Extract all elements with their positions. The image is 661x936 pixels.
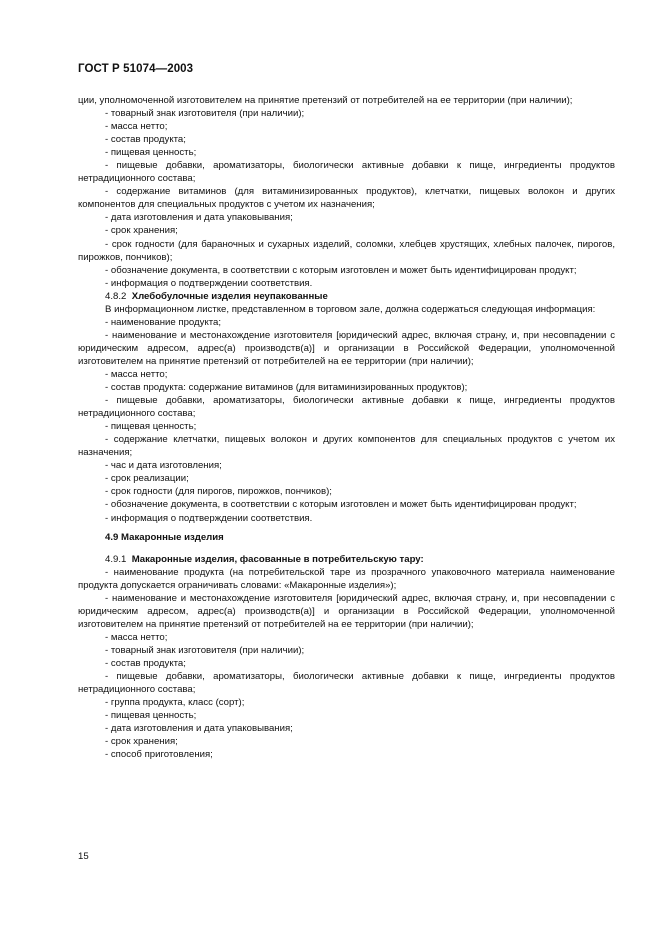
list-item: - дата изготовления и дата упаковывания;: [105, 723, 293, 735]
subsection-title: Хлебобулочные изделия неупакованные: [131, 290, 328, 302]
list-item: - пищевая ценность;: [105, 421, 197, 433]
page-number: 15: [78, 851, 89, 862]
list-item: - масса нетто;: [105, 368, 168, 380]
list-item: - масса нетто;: [105, 121, 168, 133]
list-item: - содержание клетчатки, пищевых волокон и других компонентов для специальных продуктов с учетом их назначения;: [78, 434, 615, 459]
subsection-number: 4.9.1: [105, 553, 127, 565]
list-item: - наименование и местонахождение изготовителя [юридический адрес, включая страну, и, при несовпадении с юридическим адресом, адрес(а) производств(а)] и организации в Российской Федерации, уполномоченной изготовителем на принятие претензий от потребителей на ее территории (при наличии);: [78, 329, 615, 367]
list-item: - обозначение документа, в соответствии с которым изготовлен и может быть идентифицирован продукт;: [105, 499, 577, 511]
list-item: - товарный знак изготовителя (при наличии);: [105, 644, 305, 656]
subsection-heading: [78, 290, 615, 303]
list-item: - пищевая ценность;: [105, 147, 197, 159]
section-heading: 4.9 Макаронные изделия: [105, 531, 224, 543]
list-item: - срок реализации;: [105, 473, 189, 485]
list-item: - наименование и местонахождение изготовителя [юридический адрес, включая страну, и, при несовпадении с юридическим адресом, адрес(а) производств(а)] и организации в Российской Федерации, уполномоченной изготовителем на принятие претензий от потребителей на ее территории (при наличии);: [78, 592, 615, 630]
list-item: - состав продукта: содержание витаминов (для витаминизированных продуктов);: [105, 382, 468, 394]
document-header: ГОСТ Р 51074—2003: [78, 63, 194, 75]
list-item: - информация о подтверждении соответствия.: [105, 512, 313, 524]
list-item: - способ приготовления;: [105, 749, 213, 761]
list-item: - группа продукта, класс (сорт);: [105, 697, 245, 709]
list-item: - содержание витаминов (для витаминизированных продуктов), клетчатки, пищевых волокон и других компонентов для специальных продуктов с учетом их назначения;: [78, 186, 615, 211]
list-item: - состав продукта;: [105, 657, 186, 669]
list-item: - час и дата изготовления;: [105, 460, 222, 472]
list-item: - срок хранения;: [105, 225, 178, 237]
list-item: - срок годности (для бараночных и сухарных изделий, соломки, хлебцев хрустящих, хлебных палочек, пирогов, пирожков, пончиков);: [78, 238, 615, 263]
list-item: - дата изготовления и дата упаковывания;: [105, 212, 293, 224]
list-item: - обозначение документа, в соответствии с которым изготовлен и может быть идентифицирован продукт;: [105, 264, 577, 276]
paragraph: ции, уполномоченной изготовителем на принятие претензий от потребителей на ее территории (при наличии);: [78, 95, 573, 106]
list-item: - пищевые добавки, ароматизаторы, биологически активные добавки к пище, ингредиенты продуктов нетрадиционного состава;: [78, 160, 615, 185]
list-item: - информация о подтверждении соответствия.: [105, 277, 313, 289]
list-item: - пищевые добавки, ароматизаторы, биологически активные добавки к пище, ингредиенты продуктов нетрадиционного состава;: [78, 671, 615, 696]
list-item: - наименование продукта;: [105, 316, 222, 328]
document-body: [78, 94, 615, 761]
list-item: - срок годности (для пирогов, пирожков, пончиков);: [105, 486, 332, 498]
subsection-title: Макаронные изделия, фасованные в потребительскую тару:: [131, 553, 424, 565]
subsection-number: 4.8.2: [105, 290, 127, 302]
list-item: - пищевая ценность;: [105, 710, 197, 722]
paragraph: В информационном листке, представленном в торговом зале, должна содержаться следующая информация:: [105, 303, 596, 315]
list-item: - пищевые добавки, ароматизаторы, биологически активные добавки к пище, ингредиенты продуктов нетрадиционного состава;: [78, 395, 615, 420]
list-item: - масса нетто;: [105, 631, 168, 643]
list-item: - наименование продукта (на потребительской таре из прозрачного упаковочного материала наименование продукта допускается ограничивать словами: «Макаронные изделия»);: [78, 566, 615, 591]
list-item: - состав продукта;: [105, 134, 186, 146]
subsection-heading: [78, 553, 615, 566]
list-item: - товарный знак изготовителя (при наличии);: [105, 108, 305, 120]
list-item: - срок хранения;: [105, 736, 178, 748]
